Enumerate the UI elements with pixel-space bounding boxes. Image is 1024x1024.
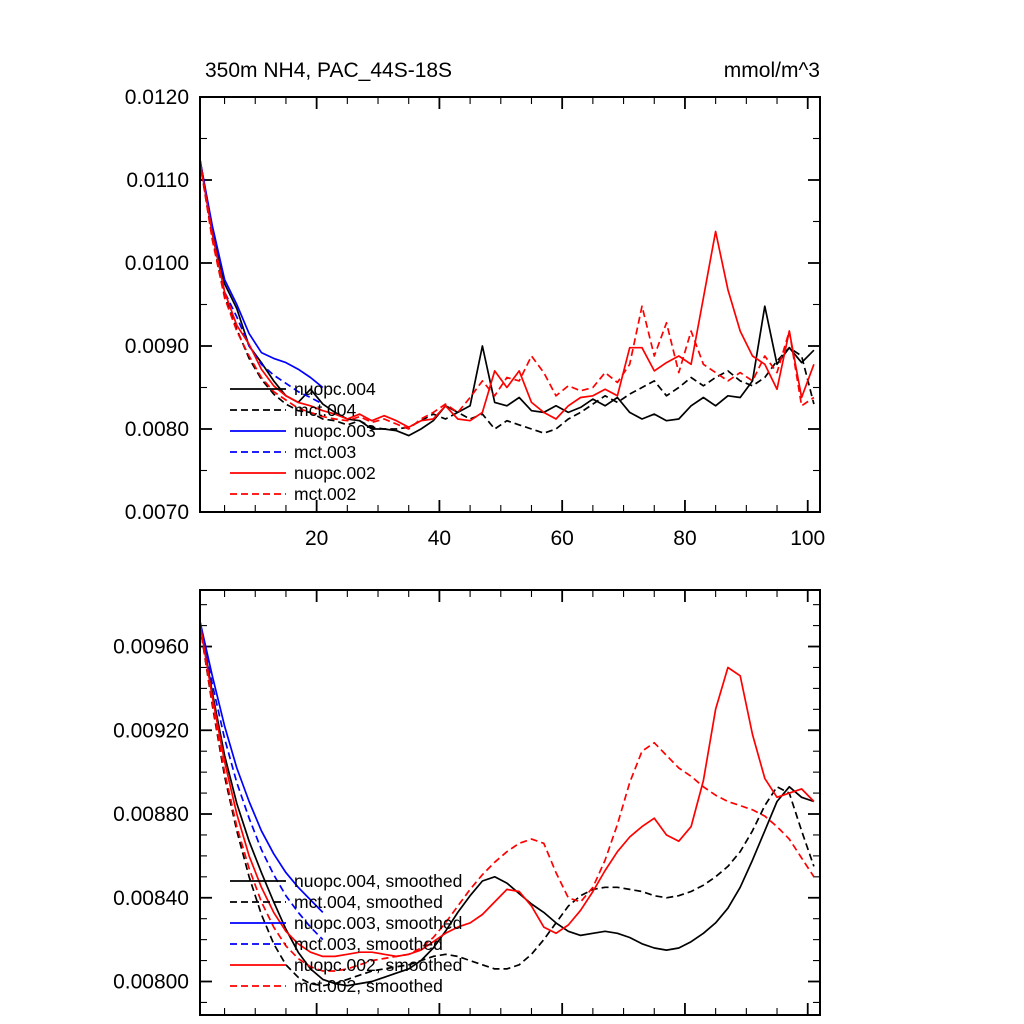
legend-label: mct.004 xyxy=(294,400,357,420)
series-line-mct-004 xyxy=(200,162,814,433)
series-line-nuopc-003 xyxy=(200,160,323,387)
plot-frame xyxy=(200,590,820,1015)
y-tick-label: 0.0090 xyxy=(124,335,189,358)
legend-label: nuopc.004, smoothed xyxy=(294,871,463,891)
x-tick-label: 60 xyxy=(550,527,574,550)
series-line-nuopc-002-smoothed xyxy=(200,624,814,957)
x-tick-label: 20 xyxy=(304,527,329,550)
top-chart-title: 350m NH4, PAC_44S-18S xyxy=(205,59,453,82)
x-tick-label: 40 xyxy=(427,527,452,550)
y-tick-label: 0.00920 xyxy=(113,719,189,743)
y-tick-label: 0.0070 xyxy=(124,501,189,524)
series-line-mct-002-smoothed xyxy=(200,626,814,971)
top-chart-units-label: mmol/m^3 xyxy=(723,59,820,82)
series-line-mct-002 xyxy=(200,163,814,429)
y-tick-label: 0.00880 xyxy=(113,803,189,827)
y-tick-label: 0.00840 xyxy=(113,886,189,910)
y-tick-label: 0.00800 xyxy=(113,970,189,994)
legend-label: mct.003 xyxy=(294,442,357,462)
plot-frame xyxy=(200,97,820,512)
legend-label: nuopc.003, smoothed xyxy=(294,913,463,933)
series-line-mct-004-smoothed xyxy=(200,626,814,986)
legend-label: mct.002, smoothed xyxy=(294,976,443,996)
legend-label: nuopc.002, smoothed xyxy=(294,955,463,975)
series-line-nuopc-004-smoothed xyxy=(200,621,814,985)
legend-label: nuopc.002 xyxy=(294,463,376,483)
chart-raw xyxy=(125,86,825,550)
chart-smoothed xyxy=(113,590,820,1015)
x-tick-label: 100 xyxy=(790,527,826,550)
y-tick-label: 0.0110 xyxy=(126,169,189,192)
series-line-nuopc-003-smoothed xyxy=(200,621,323,912)
y-tick-label: 0.0120 xyxy=(124,86,189,109)
legend-label: nuopc.003 xyxy=(294,421,376,441)
x-tick-label: 80 xyxy=(673,527,697,550)
y-tick-label: 0.0100 xyxy=(124,252,189,275)
series-line-nuopc-002 xyxy=(200,161,814,427)
y-tick-label: 0.00960 xyxy=(113,635,189,659)
legend-label: nuopc.004 xyxy=(294,379,376,399)
legend-label: mct.002 xyxy=(294,484,357,504)
legend-label: mct.004, smoothed xyxy=(294,892,443,912)
series-line-nuopc-004 xyxy=(200,159,814,435)
legend-label: mct.003, smoothed xyxy=(294,934,443,954)
y-tick-label: 0.0080 xyxy=(124,418,189,441)
